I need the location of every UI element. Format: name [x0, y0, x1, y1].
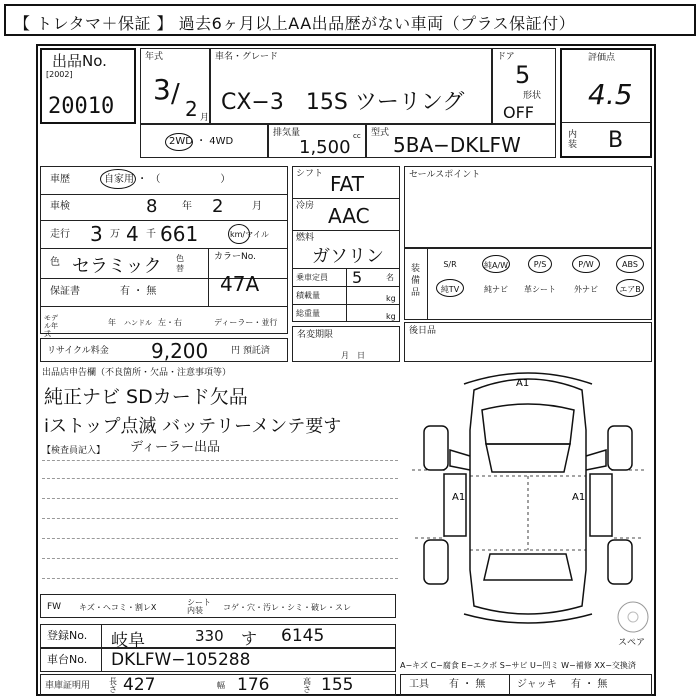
- chassis-value: DKLFW−105288: [111, 650, 251, 670]
- color-code-value: 47A: [220, 272, 260, 296]
- score-label: 評価点: [588, 53, 616, 63]
- notes-label: 出品店申告欄（不良箇所・欠品・注意事項等）: [42, 368, 232, 378]
- damage-legend: A−キズ C−腐食 E−エクボ S−サビ U−凹ミ W−補修 XX−交換済: [400, 661, 636, 670]
- dims-h-label: 高さ: [303, 677, 311, 694]
- dims-box: [40, 674, 396, 696]
- ac-label: 冷房: [296, 201, 315, 211]
- equip-pw-circle: [572, 255, 600, 273]
- floor-items: キズ・ヘコミ・割レX: [79, 603, 157, 612]
- equip-ps: P/S: [533, 260, 547, 269]
- diagram-mark-right: A1: [572, 492, 586, 503]
- plate-box: [40, 624, 396, 651]
- equip-sr: S/R: [443, 260, 457, 269]
- spare-tire-icon: [616, 600, 650, 634]
- mileage-sen: 4: [126, 222, 139, 246]
- recycle-label: リサイクル料金: [47, 346, 109, 356]
- model-box: [210, 48, 492, 124]
- equipment-label: 装備品: [411, 264, 421, 298]
- doors-value: 5: [515, 61, 531, 89]
- inspection-month: 2: [212, 196, 224, 217]
- color-code-label: カラーNo.: [214, 252, 256, 262]
- equip-abs-circle: [616, 255, 644, 273]
- displacement-value: 1,500: [299, 137, 351, 158]
- floor-interior-label: シート内装: [187, 598, 211, 615]
- year-month-unit: 月: [200, 113, 210, 123]
- notes-line2: iストップ点滅 バッテリーメンテ要す: [44, 416, 342, 437]
- tools-label: 工具: [409, 679, 429, 690]
- dims-l-value: 427: [123, 675, 156, 695]
- recycle-unit: 円 預託済: [231, 346, 270, 356]
- model-value: CX−3 15S ツーリング: [221, 90, 465, 115]
- lot-label: 出品No.: [52, 52, 107, 70]
- name-change-box: [292, 326, 400, 362]
- lot-box: [40, 48, 136, 124]
- equip-abs: ABS: [622, 260, 638, 269]
- car-diagram: [404, 370, 652, 626]
- equip-ps-circle: [528, 255, 552, 273]
- equip-aw-circle: [482, 255, 510, 273]
- floor-box: [40, 594, 396, 618]
- model-label: 車名・グレード: [215, 52, 279, 62]
- model-note-year: 年: [108, 318, 116, 327]
- dims-w-label: 幅: [217, 681, 225, 690]
- inspector-line1: ディーラー出品: [130, 440, 220, 455]
- score-value: 4.5: [588, 78, 633, 111]
- lot-small-code: [2002]: [46, 70, 73, 79]
- type-box: [366, 124, 556, 158]
- plate-class: 330: [195, 627, 224, 645]
- name-change-label: 名変期限: [297, 330, 334, 340]
- equip-ext-navi: 外ナビ: [574, 285, 598, 294]
- jack-label: ジャッキ: [517, 679, 557, 690]
- mileage-label: 走行: [50, 229, 70, 240]
- interior-label: 内装: [568, 130, 578, 150]
- tools-box: [400, 674, 652, 696]
- mileage-unit: km/マイル: [230, 230, 269, 239]
- inspection-year-unit: 年: [182, 201, 192, 212]
- type-label: 型式: [371, 128, 390, 138]
- lot-number: 20010: [48, 94, 115, 119]
- notes-line1: 純正ナビ SDカード欠品: [44, 386, 248, 408]
- doors-label: ドア: [497, 52, 515, 62]
- tools-value: 有 ・ 無: [449, 679, 486, 690]
- header-banner: [4, 4, 696, 36]
- recycle-box: [40, 338, 288, 362]
- mileage-rest: 661: [160, 222, 199, 246]
- equip-tv-circle: [436, 279, 464, 297]
- sales-point-box: [404, 166, 652, 248]
- equip-leather: 革シート: [524, 285, 556, 294]
- doors-box: [492, 48, 556, 124]
- spare-label: スペア: [618, 638, 646, 648]
- accessories-label: 後日品: [409, 326, 437, 336]
- accessories-box: [404, 322, 652, 362]
- dims-w-value: 176: [237, 675, 270, 695]
- ac-value: AAC: [328, 204, 370, 228]
- equip-tv: 純TV: [440, 285, 460, 294]
- floor-label: FW: [47, 602, 62, 612]
- drive-box: [140, 124, 268, 158]
- year-box: [140, 48, 210, 124]
- equip-aw: 純A/W: [483, 261, 509, 270]
- plate-label: 登録No.: [47, 629, 88, 642]
- color-value: セラミック: [72, 256, 162, 277]
- dims-l-label: 長さ: [109, 677, 117, 694]
- recycle-value: 9,200: [151, 339, 209, 363]
- shift-value: FAT: [330, 172, 365, 196]
- equip-airbag: エアB: [619, 285, 641, 294]
- load-label: 積載量: [296, 291, 320, 300]
- model-note-dealer: ディーラー・並行: [214, 318, 278, 327]
- weight-label: 総重量: [296, 309, 320, 318]
- plate-kana: す: [241, 629, 258, 648]
- displacement-box: [268, 124, 366, 158]
- mileage-sen-unit: 千: [146, 229, 156, 240]
- model-note-label: モデル年式: [44, 314, 58, 338]
- plate-area: 岐阜: [111, 631, 145, 651]
- type-value: 5BA−DKLFW: [393, 133, 521, 157]
- displacement-unit: cc: [353, 132, 361, 140]
- color-label: 色: [50, 257, 60, 268]
- warranty-label: 保証書: [50, 286, 80, 297]
- year-value: 3: [153, 73, 171, 106]
- fuel-label: 燃料: [296, 233, 315, 243]
- inspection-month-unit: 月: [252, 201, 262, 212]
- info-block: [40, 166, 288, 334]
- capacity-value: 5: [352, 268, 363, 287]
- load-unit: kg: [386, 294, 396, 303]
- displacement-label: 排気量: [273, 128, 301, 138]
- history-value: 自家用 ・ （ ）: [104, 174, 231, 185]
- year-month-value: 2: [185, 97, 198, 121]
- equip-navi: 純ナビ: [484, 285, 508, 294]
- dims-h-value: 155: [321, 675, 354, 695]
- mileage-man-unit: 万: [110, 229, 120, 240]
- model-note-handle-value: 左・右: [158, 318, 182, 327]
- fuel-value: ガソリン: [312, 246, 384, 267]
- equip-airbag-circle: [616, 279, 644, 297]
- diagram-mark-front: A1: [516, 378, 530, 389]
- chassis-box: [40, 648, 396, 672]
- plate-number: 6145: [281, 626, 325, 646]
- name-change-unit: 月 日: [341, 351, 365, 360]
- capacity-unit: 名: [386, 273, 394, 282]
- history-label: 車歴: [50, 174, 70, 185]
- year-slash: /: [171, 79, 180, 109]
- chassis-label: 車台No.: [47, 653, 88, 666]
- jack-value: 有 ・ 無: [571, 679, 608, 690]
- header-title: 【 トレタマ＋保証 】 過去6ヶ月以上AA出品歴がない車両（プラス保証付）: [14, 14, 576, 33]
- shape-value: OFF: [503, 103, 534, 122]
- color-change-label: 色替: [176, 254, 184, 273]
- drive-label: 2WD ・ 4WD: [169, 136, 234, 147]
- equip-pw: P/W: [578, 260, 594, 269]
- interior-value: B: [608, 128, 624, 153]
- dims-label: 車庫証明用: [45, 681, 91, 691]
- diagram-mark-left: A1: [452, 492, 466, 503]
- inspection-year: 8: [146, 196, 158, 217]
- year-label: 年式: [145, 52, 164, 62]
- weight-unit: kg: [386, 312, 396, 321]
- model-note-handle: ハンドル: [124, 319, 152, 327]
- sales-point-label: セールスポイント: [409, 170, 481, 180]
- capacity-label: 乗車定員: [296, 273, 328, 282]
- inspection-label: 車検: [50, 201, 70, 212]
- warranty-value: 有 ・ 無: [120, 286, 157, 297]
- floor-interior-items: コゲ・穴・汚レ・シミ・破レ・スレ: [223, 603, 351, 612]
- score-box: [560, 48, 652, 158]
- shape-label: 形状: [523, 91, 542, 101]
- mileage-man: 3: [90, 222, 103, 246]
- inspector-label: 【検査員記入】: [42, 446, 106, 456]
- shift-label: シフト: [296, 169, 324, 179]
